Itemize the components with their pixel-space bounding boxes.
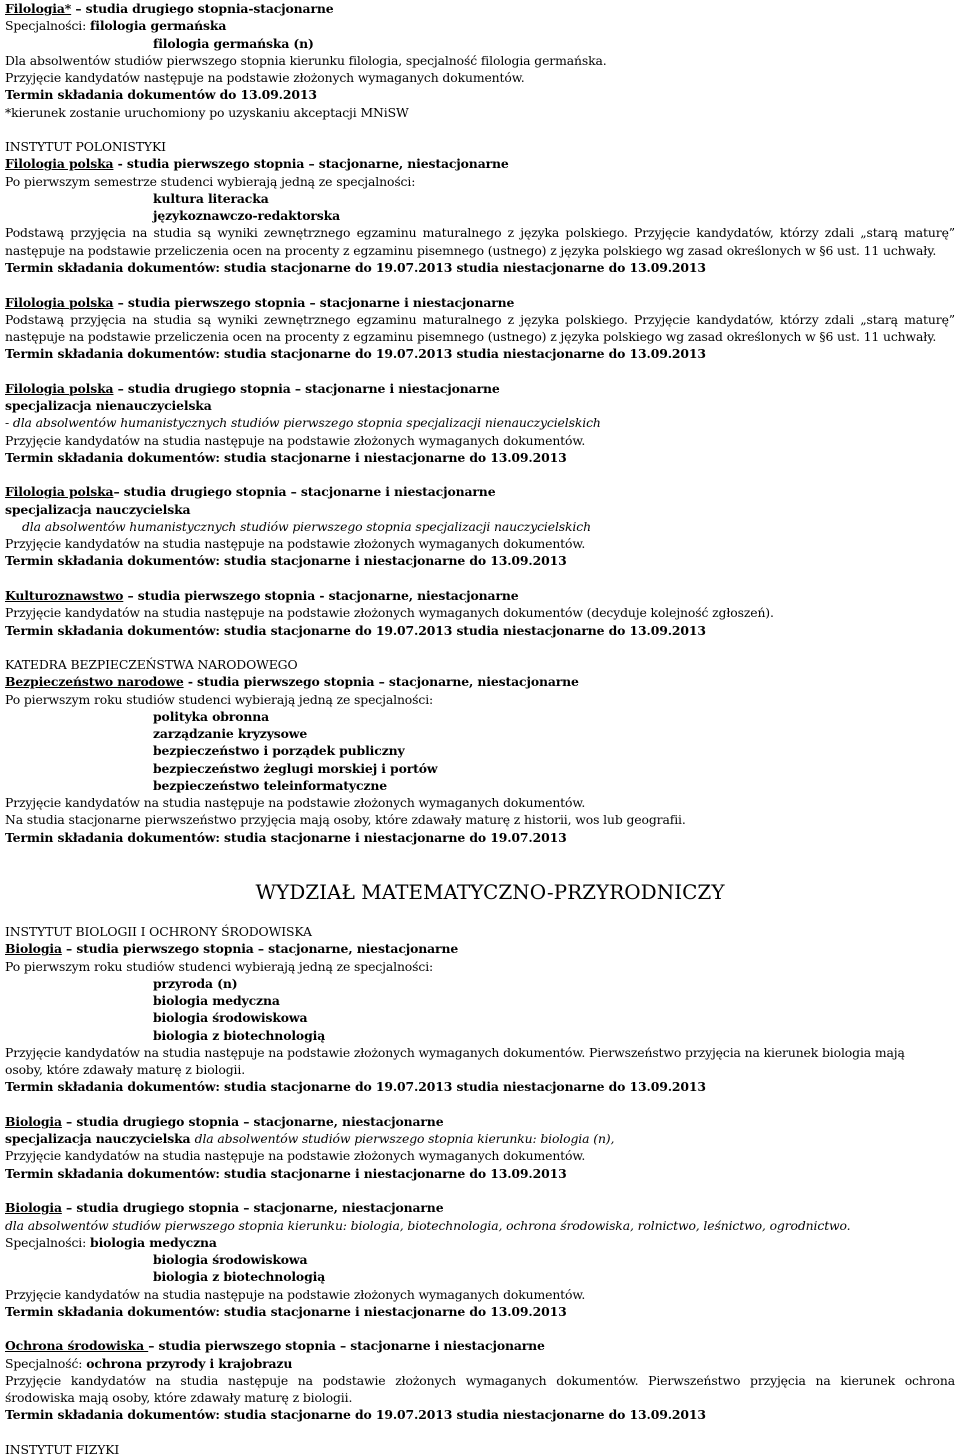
text-segment: osoby, które zdawały maturę z biologii. (5, 1062, 246, 1078)
text-segment: Termin składania dokumentów: studia stacjonarne do 19.07.2013 studia niestacjonarne do 13.09.2013 (5, 622, 706, 638)
text-line (5, 1078, 706, 1095)
text-line (5, 17, 226, 34)
text-segment: KATEDRA BEZPIECZEŃSTWA NARODOWEGO (5, 657, 298, 673)
text-segment: specjalizacja nauczycielska (5, 501, 191, 517)
faculty-heading: WYDZIAŁ MATEMATYCZNO-PRZYRODNICZY (255, 880, 725, 904)
text-segment: – studia drugiego stopnia – stacjonarne, niestacjonarne (61, 1113, 444, 1129)
text-segment: Kulturoznawstwo (5, 588, 124, 603)
text-segment: Termin składania dokumentów: studia stacjonarne do 19.07.2013 studia niestacjonarne do 13.09.2013 (5, 1407, 706, 1423)
text-segment: Specjalności: (5, 18, 91, 34)
text-line (153, 1251, 307, 1268)
text-line (5, 552, 567, 569)
text-line (5, 294, 514, 311)
text-line (5, 242, 936, 259)
text-segment: środowiska mają osoby, które zdawały maturę z biologii. (5, 1390, 353, 1406)
text-line (153, 1027, 325, 1044)
text-segment: Termin składania dokumentów: studia stacjonarne i niestacjonarne do 13.09.2013 (5, 1303, 567, 1319)
text-segment: następuje na podstawie przeliczenia ocen na procenty z egzaminu pisemnego (ustnego) z języka polskiego wg zasad określonych w §6 ust. 11 uchwały. (5, 242, 937, 258)
text-line (5, 155, 509, 172)
text-segment: Filologia polska (5, 294, 114, 310)
text-line (5, 1147, 585, 1164)
text-line (153, 190, 269, 207)
text-segment: - dla absolwentów humanistycznych studiów pierwszego stopnia specjalizacji nienauczycielskich (5, 415, 601, 431)
text-segment: Przyjęcie kandydatów na studia następuje na podstawie złożonych wymaganych dokumentów. Pierwszeństwo przyjęcia na kierunek ochrona (5, 1372, 955, 1388)
text-line (5, 656, 298, 673)
text-line (5, 1217, 850, 1234)
text-line (5, 380, 500, 397)
text-line (5, 1303, 567, 1320)
text-line (5, 535, 585, 552)
text-segment: Po pierwszym roku studiów studenci wybierają jedną ze specjalności: (5, 691, 434, 707)
text-line (153, 742, 405, 759)
text-segment: Biologia (5, 1200, 62, 1216)
text-segment: biologia środowiskowa (153, 1010, 308, 1026)
text-segment: Filologia polska (5, 380, 114, 396)
text-line (5, 1355, 292, 1372)
text-segment: bezpieczeństwo teleinformatyczne (153, 777, 387, 793)
text-segment: - studia pierwszego stopnia – stacjonarne, niestacjonarne (183, 674, 579, 690)
text-segment: specjalizacja nauczycielska (5, 1131, 195, 1147)
text-line (5, 1061, 245, 1078)
text-line (153, 1268, 325, 1285)
text-segment: biologia z biotechnologią (153, 1027, 326, 1043)
text-segment: Ochrona środowiska (5, 1338, 149, 1354)
text-line (5, 1406, 706, 1423)
text-segment: biologia medyczna (90, 1234, 217, 1250)
text-segment: – studia pierwszego stopnia – stacjonarne, niestacjonarne (61, 941, 459, 957)
text-segment: Bezpieczeństwo narodowe (5, 674, 184, 690)
text-segment: Przyjęcie kandydatów następuje na podstawie złożonych wymaganych dokumentów. (5, 70, 525, 86)
text-segment: filologia germańska (90, 18, 227, 34)
text-line (5, 691, 433, 708)
text-segment: Przyjęcie kandydatów na studia następuje na podstawie złożonych wymaganych dokumentów. (5, 795, 586, 811)
text-segment: Specjalności: (5, 1234, 91, 1250)
text-segment: Dla absolwentów studiów pierwszego stopnia kierunku filologia, specjalność filologia germańska. (5, 52, 607, 68)
text-line (5, 923, 312, 940)
text-segment: Po pierwszym semestrze studenci wybierają jedną ze specjalności: (5, 173, 416, 189)
text-segment: przyroda (n) (153, 975, 238, 991)
text-line (5, 794, 585, 811)
text-line (5, 1441, 119, 1456)
text-segment: językoznawczo-redaktorska (153, 208, 340, 224)
text-line (5, 86, 317, 103)
text-line (5, 1165, 567, 1182)
text-segment: kultura literacka (153, 190, 269, 206)
text-line (5, 1113, 443, 1130)
text-line (5, 1372, 955, 1389)
text-segment: polityka obronna (153, 708, 270, 724)
text-segment: biologia środowiskowa (153, 1252, 308, 1268)
text-segment: zarządzanie kryzysowe (153, 726, 308, 742)
text-segment: Przyjęcie kandydatów na studia następuje na podstawie złożonych wymaganych dokumentów. (5, 1148, 586, 1164)
text-line (153, 207, 340, 224)
text-segment: Filologia* (5, 1, 72, 16)
text-segment: Termin składania dokumentów: studia stacjonarne do 19.07.2013 studia niestacjonarne do 13.09.2013 (5, 346, 706, 362)
text-segment: Termin składania dokumentów: studia stacjonarne do 19.07.2013 studia niestacjonarne do 13.09.2013 (5, 1079, 706, 1095)
text-line (153, 760, 437, 777)
text-segment: Przyjęcie kandydatów na studia następuje na podstawie złożonych wymaganych dokumentów. (5, 432, 586, 448)
text-segment: ochrona przyrody i krajobrazu (86, 1355, 293, 1371)
text-line (5, 0, 334, 17)
text-segment: Termin składania dokumentów: studia stacjonarne i niestacjonarne do 13.09.2013 (5, 449, 567, 465)
text-line (5, 958, 433, 975)
text-segment: Termin składania dokumentów do 13.09.2013 (5, 87, 317, 103)
text-segment: Biologia (5, 941, 62, 957)
text-segment: INSTYTUT FIZYKI (5, 1441, 120, 1456)
text-segment: dla absolwentów humanistycznych studiów pierwszego stopnia specjalizacji nauczycielskich (22, 518, 591, 534)
text-line (153, 975, 238, 992)
text-segment: dla absolwentów studiów pierwszego stopnia kierunku: biologia (n), (194, 1131, 615, 1147)
text-segment: specjalizacja nienauczycielska (5, 398, 212, 414)
text-segment: następuje na podstawie przeliczenia ocen na procenty z egzaminu pisemnego (ustnego) z języka polskiego wg zasad określonych w §6 ust. 11 uchwały. (5, 329, 937, 345)
text-segment: Termin składania dokumentów: studia stacjonarne do 19.07.2013 studia niestacjonarne do 13.09.2013 (5, 259, 706, 275)
text-line (5, 259, 706, 276)
text-segment: Na studia stacjonarne pierwszeństwo przyjęcia mają osoby, które zdawały maturę z historii, wos lub geografii. (5, 812, 686, 828)
text-line (153, 708, 269, 725)
text-segment: – studia drugiego stopnia – stacjonarne, niestacjonarne (61, 1200, 444, 1216)
text-segment: biologia z biotechnologią (153, 1269, 326, 1285)
text-segment: INSTYTUT BIOLOGII I OCHRONY ŚRODOWISKA (5, 924, 312, 939)
text-line (5, 673, 579, 690)
text-line (5, 1286, 585, 1303)
text-line (5, 1337, 545, 1354)
text-line (5, 829, 567, 846)
text-segment: Podstawą przyjęcia na studia są wyniki zewnętrznego egzaminu maturalnego z języka polskiego. Przyjęcie kandydatów, którzy zdali „starą maturę” (5, 225, 955, 241)
text-segment: Termin składania dokumentów: studia stacjonarne i niestacjonarne do 13.09.2013 (5, 553, 567, 569)
text-segment: Specjalność: (5, 1355, 87, 1371)
text-segment: Przyjęcie kandydatów na studia następuje na podstawie złożonych wymaganych dokumentów. (5, 1286, 586, 1302)
text-line (5, 622, 706, 639)
text-segment: INSTYTUT POLONISTYKI (5, 139, 166, 155)
text-segment: bezpieczeństwo i porządek publiczny (153, 743, 405, 759)
text-segment: – studia pierwszego stopnia – stacjonarne i niestacjonarne (148, 1338, 545, 1354)
text-segment: - studia pierwszego stopnia – stacjonarne, niestacjonarne (113, 156, 509, 172)
text-segment: *kierunek zostanie uruchomiony po uzyskaniu akceptacji MNiSW (5, 104, 409, 120)
text-line (5, 1044, 905, 1061)
text-line (5, 1234, 217, 1251)
text-line (5, 311, 955, 328)
text-line (5, 449, 567, 466)
text-segment: – studia drugiego stopnia – stacjonarne i niestacjonarne (113, 380, 500, 396)
text-line (5, 138, 166, 155)
text-line (5, 811, 686, 828)
text-segment: Przyjęcie kandydatów na studia następuje na podstawie złożonych wymaganych dokumentów. (5, 536, 586, 552)
text-line (5, 104, 409, 121)
text-line (5, 587, 519, 604)
text-segment: bezpieczeństwo żeglugi morskiej i portów (153, 760, 438, 776)
text-line (5, 1389, 352, 1406)
text-line (5, 52, 607, 69)
text-segment: Filologia polska (5, 156, 114, 172)
text-line (5, 224, 955, 241)
text-segment: – studia pierwszego stopnia - stacjonarne, niestacjonarne (123, 588, 519, 603)
text-segment: biologia medyczna (153, 993, 280, 1009)
text-line (153, 992, 280, 1009)
text-line (153, 777, 387, 794)
text-line (153, 725, 307, 742)
text-line (5, 414, 601, 431)
text-segment: Przyjęcie kandydatów na studia następuje na podstawie złożonych wymaganych dokumentów. Pierwszeństwo przyjęcia na kierunek biologia mają (5, 1044, 905, 1060)
text-segment: – studia pierwszego stopnia – stacjonarne i niestacjonarne (113, 294, 515, 310)
text-segment: – studia drugiego stopnia-stacjonarne (71, 1, 334, 16)
text-segment: – studia drugiego stopnia – stacjonarne i niestacjonarne (113, 484, 496, 500)
text-segment: dla absolwentów studiów pierwszego stopnia kierunku: biologia, biotechnologia, ochrona środowiska, rolnictwo, leśnictwo, ogrodnictwo. (5, 1217, 851, 1233)
text-line (22, 518, 591, 535)
text-line (5, 345, 706, 362)
text-line (5, 483, 495, 500)
text-segment: Biologia (5, 1113, 62, 1129)
text-segment: Filologia polska (5, 484, 114, 500)
text-line (5, 1130, 614, 1147)
text-segment: filologia germańska (n) (153, 35, 314, 51)
text-line (5, 173, 415, 190)
text-line (5, 328, 936, 345)
text-segment: Termin składania dokumentów: studia stacjonarne i niestacjonarne do 19.07.2013 (5, 829, 567, 845)
text-line (5, 940, 458, 957)
text-line (153, 1009, 307, 1026)
text-line (5, 604, 774, 621)
text-segment: Termin składania dokumentów: studia stacjonarne i niestacjonarne do 13.09.2013 (5, 1165, 567, 1181)
text-segment: Po pierwszym roku studiów studenci wybierają jedną ze specjalności: (5, 958, 434, 974)
text-segment: Przyjęcie kandydatów na studia następuje na podstawie złożonych wymaganych dokumentów (decyduje kolejność zgłoszeń). (5, 605, 774, 621)
text-line (5, 69, 525, 86)
text-line (5, 501, 190, 518)
text-line (5, 397, 212, 414)
text-line (5, 1199, 443, 1216)
text-segment: Podstawą przyjęcia na studia są wyniki zewnętrznego egzaminu maturalnego z języka polskiego. Przyjęcie kandydatów, którzy zdali „starą maturę” (5, 311, 955, 327)
text-line (153, 35, 314, 52)
text-line (5, 432, 585, 449)
